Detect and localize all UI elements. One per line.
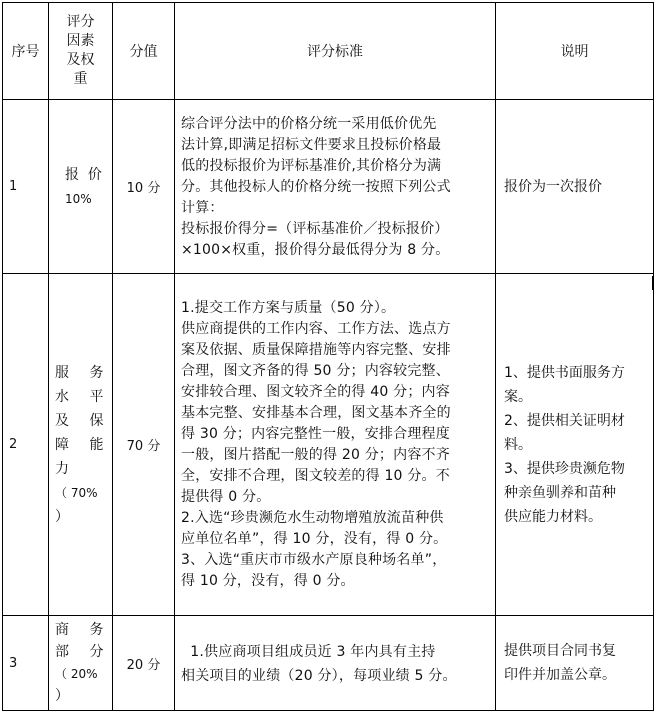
- header-factor-line: 重: [73, 71, 88, 87]
- header-factor-line: 评分: [66, 14, 95, 30]
- row-factor: [49, 274, 113, 616]
- standard-line: 法计算,即满足招标文件要求且投标价格最: [181, 136, 442, 153]
- factor-line: 部 分: [55, 644, 112, 660]
- standard-line: 投标报价得分=（评标基准价／投标报价）: [181, 220, 449, 237]
- header-no: 序号: [3, 3, 49, 100]
- row-note: [496, 274, 654, 616]
- row-score: 10 分: [113, 100, 175, 274]
- note-line: 报价为一次报价: [504, 178, 602, 195]
- header-factor-line: 及权: [66, 52, 95, 68]
- factor-line: 水 平: [55, 388, 112, 405]
- standard-line: 低的投标报价为评标基准价,其价格分为满: [181, 157, 442, 174]
- standard-line: 应单位名单”，得 10 分，没有，得 0 分。: [181, 531, 448, 547]
- standard-line: 1.供应商项目组成员近 3 年内具有主持: [181, 643, 436, 660]
- row-standard: [175, 274, 496, 616]
- factor-line: ）: [55, 508, 69, 525]
- row-factor: [49, 100, 113, 274]
- header-score: 分值: [113, 3, 175, 100]
- row-standard: [175, 616, 496, 711]
- factor-line: 障 能: [55, 436, 112, 453]
- table-row: [3, 616, 654, 711]
- factor-line: 力: [55, 460, 69, 477]
- note-line: 种亲鱼驯养和苗种: [504, 484, 616, 501]
- note-line: 供应能力材料。: [504, 508, 602, 525]
- table-row: [3, 100, 654, 274]
- standard-line: 3、入选“重庆市市级水产原良种场名单”，: [181, 552, 447, 568]
- note-line: 案。: [504, 388, 532, 405]
- header-row: [3, 3, 654, 100]
- row-number: 2: [3, 274, 49, 616]
- standard-line: 提供得 0 分。: [181, 489, 271, 505]
- standard-line: 得 10 分，没有，得 0 分。: [181, 573, 355, 589]
- factor-name: 报 价: [65, 166, 102, 183]
- factor-line: 服 务: [55, 364, 112, 381]
- scoring-table: [2, 2, 654, 711]
- note-line: 印件并加盖公章。: [504, 667, 616, 683]
- standard-line: 1.提交工作方案与质量（50 分）。: [181, 300, 396, 316]
- factor-line: （ 20%: [55, 667, 98, 681]
- row-standard: [175, 100, 496, 274]
- cursor-mark: [652, 276, 654, 290]
- standard-line: 案及依据、质量保障措施等内容完整、安排: [181, 342, 451, 358]
- factor-line: 及 保: [55, 412, 112, 429]
- note-line: 1、提供书面服务方: [504, 364, 625, 381]
- standard-line: 综合评分法中的价格分统一采用低价优先: [181, 115, 437, 132]
- row-note: [496, 616, 654, 711]
- row-factor: [49, 616, 113, 711]
- factor-line: ）: [55, 688, 69, 704]
- table-row: [3, 274, 654, 616]
- standard-line: 2.入选“珍贵濒危水生动物增殖放流苗种供: [181, 510, 444, 526]
- row-score: 70 分: [113, 274, 175, 616]
- header-standard: 评分标准: [175, 3, 496, 100]
- standard-line: 一般，图片搭配一般的得 20 分；内容不齐: [181, 447, 450, 463]
- standard-line: ×100×权重，报价得分最低得分为 8 分。: [181, 241, 450, 258]
- row-score: 20 分: [113, 616, 175, 711]
- standard-line: 计算：: [181, 199, 224, 216]
- standard-line: 基本完整、安排基本合理，图文基本齐全的: [181, 405, 451, 421]
- standard-line: 全，安排不合理，图文较差的得 10 分。不: [181, 468, 450, 484]
- header-factor: [49, 3, 113, 100]
- standard-line: 得 30 分；内容完整性一般，安排合理程度: [181, 426, 450, 442]
- factor-line: （ 70%: [55, 485, 98, 500]
- standard-line: 相关项目的业绩（20 分），每项业绩 5 分。: [181, 667, 457, 684]
- standard-line: 供应商提供的工作内容、工作方法、选点方: [181, 321, 451, 337]
- standard-line: 合理，图文齐备的得 50 分；内容较完整、: [181, 363, 450, 379]
- note-line: 料。: [504, 436, 532, 453]
- row-note: [496, 100, 654, 274]
- header-note: 说明: [496, 3, 654, 100]
- row-number: 1: [3, 100, 49, 274]
- standard-line: 分。其他投标人的价格分统一按照下列公式: [181, 178, 451, 195]
- note-line: 提供项目合同书复: [504, 643, 616, 659]
- factor-line: 商 务: [55, 622, 112, 638]
- note-line: 2、提供相关证明材: [504, 412, 625, 429]
- factor-weight: 10%: [65, 191, 92, 206]
- row-number: 3: [3, 616, 49, 711]
- note-line: 3、提供珍贵濒危物: [504, 460, 625, 477]
- standard-line: 安排较合理、图文较齐全的得 40 分；内容: [181, 384, 450, 400]
- header-factor-line: 因素: [66, 33, 95, 49]
